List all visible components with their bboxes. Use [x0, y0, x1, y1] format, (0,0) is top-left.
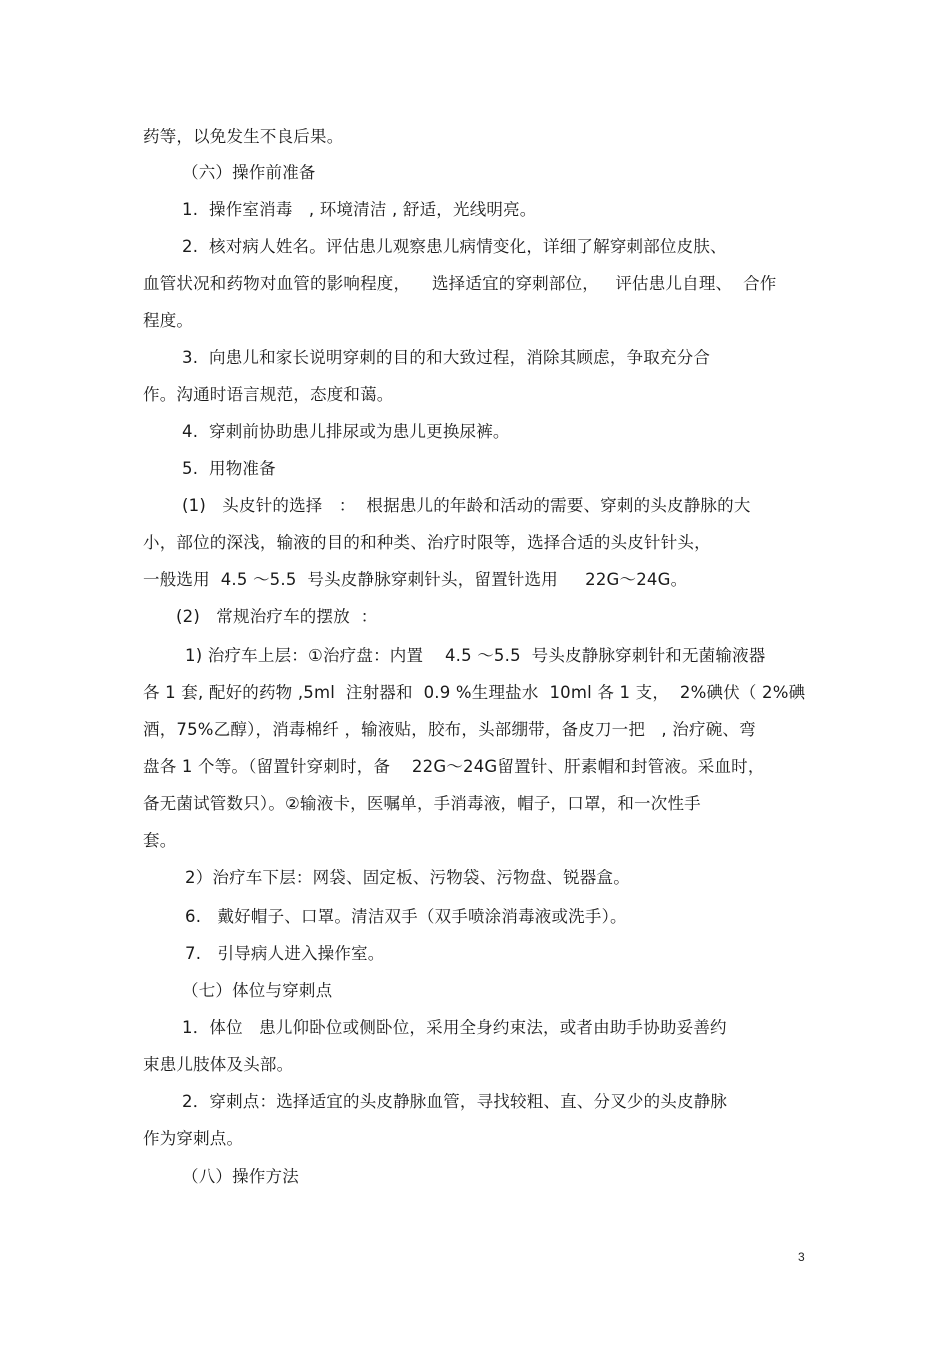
text-line: 盘各 1 个等。（留置针穿刺时，备 22G～24G留置针、肝素帽和封管液。采血时， — [143, 757, 765, 776]
text-line: 1. 操作室消毒 , 环境清洁 , 舒适，光线明亮。 — [182, 200, 537, 219]
section-heading: （六）操作前准备 — [182, 163, 316, 182]
text-line: 2）治疗车下层：网袋、固定板、污物袋、污物盘、锐器盒。 — [185, 868, 630, 887]
text-line: 血管状况和药物对血管的影响程度， 选择适宜的穿刺部位， 评估患儿自理、 合作 — [143, 274, 777, 293]
text-line: 各 1 套, 配好的药物 ,5ml 注射器和 0.9 %生理盐水 10ml 各 1 支， 2%碘伏（ 2%碘 — [143, 683, 806, 702]
text-line: 套。 — [143, 831, 177, 850]
text-line: 4. 穿刺前协助患儿排尿或为患儿更换尿裤。 — [182, 422, 510, 441]
text-line: 1．体位 患儿仰卧位或侧卧位，采用全身约束法，或者由助手协助妥善约 — [182, 1018, 727, 1037]
text-line: 2. 核对病人姓名。评估患儿观察患儿病情变化，详细了解穿刺部位皮肤、 — [182, 237, 727, 256]
text-line: 束患儿肢体及头部。 — [143, 1055, 294, 1074]
text-line: 3. 向患儿和家长说明穿刺的目的和大致过程，消除其顾虑，争取充分合 — [182, 348, 711, 367]
text-line: 2．穿刺点：选择适宜的头皮静脉血管，寻找较粗、直、分叉少的头皮静脉 — [182, 1092, 728, 1111]
text-line: 药等，以免发生不良后果。 — [143, 127, 344, 146]
text-line: 小，部位的深浅，输液的目的和种类、治疗时限等，选择合适的头皮针针头， — [143, 533, 711, 552]
text-line: 一般选用 4.5 ～5.5 号头皮静脉穿刺针头，留置针选用 22G～24G。 — [143, 570, 688, 589]
text-line: (1) 头皮针的选择 ： 根据患儿的年龄和活动的需要、穿刺的头皮静脉的大 — [182, 496, 751, 515]
text-line: 作。沟通时语言规范，态度和蔼。 — [143, 385, 394, 404]
text-line: 1) 治疗车上层：①治疗盘：内置 4.5 ～5.5 号头皮静脉穿刺针和无菌输液器 — [185, 646, 766, 665]
text-line: (2) 常规治疗车的摆放 ： — [176, 607, 378, 626]
section-heading: （七）体位与穿刺点 — [182, 981, 333, 1000]
text-line: 备无菌试管数只）。②输液卡，医嘱单，手消毒液，帽子，口罩，和一次性手 — [143, 794, 701, 813]
page-number: 3 — [798, 1250, 805, 1264]
text-line: 程度。 — [143, 311, 194, 330]
text-line: 6. 戴好帽子、口罩。清洁双手（双手喷涂消毒液或洗手）。 — [185, 907, 627, 926]
text-line: 作为穿刺点。 — [143, 1129, 244, 1148]
text-line: 7. 引导病人进入操作室。 — [185, 944, 385, 963]
text-line: 酒，75%乙醇），消毒棉纤 ，输液贴，胶布，头部绷带，备皮刀一把 , 治疗碗、弯 — [143, 720, 756, 739]
section-heading: （八）操作方法 — [182, 1167, 299, 1186]
text-line: 5. 用物准备 — [182, 459, 276, 478]
